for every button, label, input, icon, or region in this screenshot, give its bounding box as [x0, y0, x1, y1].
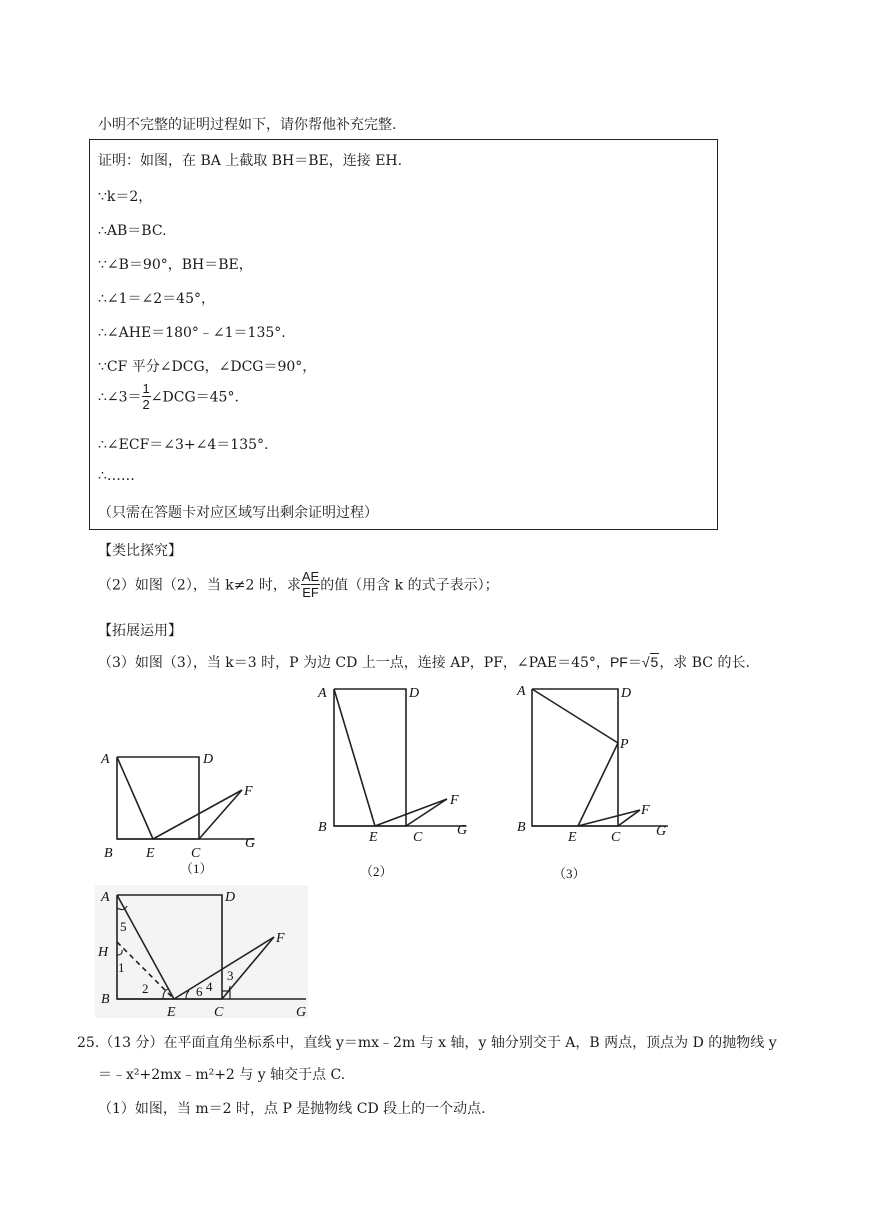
- proof-line-7: ∵CF 平分∠DCG，∠DCG＝90°，: [98, 359, 317, 375]
- fig4-angle-1: 1: [118, 960, 125, 975]
- proof-line-6: ∴∠AHE＝180°﹣∠1＝135°.: [98, 325, 286, 341]
- q3-after: ，求 BC 的长.: [659, 655, 750, 671]
- fig1-ae: [117, 757, 153, 839]
- q25-subquestion-1: （1）如图，当 m＝2 时，点 P 是抛物线 CD 段上的一个动点.: [98, 1101, 486, 1117]
- fig4-angle-2: 2: [142, 981, 149, 996]
- q2-before: （2）如图（2），当 k≠2 时，求: [98, 577, 301, 594]
- proof-note: （只需在答题卡对应区域写出剩余证明过程）: [98, 505, 378, 521]
- fig4-label-d: D: [225, 890, 236, 905]
- fig3-label-c: C: [611, 830, 621, 845]
- fig1-label-e: E: [146, 846, 155, 861]
- fig2-label-f: F: [450, 793, 459, 808]
- fig4-angle-6: 6: [196, 984, 203, 999]
- fig2-caption: （2）: [360, 864, 393, 879]
- fig3-label-a: A: [517, 684, 526, 699]
- proof-line-8-lead: ∴∠3＝: [98, 389, 142, 406]
- fig3-label-p: P: [620, 737, 629, 752]
- proof-line-10: ∴……: [98, 468, 135, 484]
- fig4-label-h: H: [98, 945, 109, 960]
- fig1-square: [117, 757, 199, 839]
- frac-den-ef: EF: [302, 585, 319, 600]
- fig1-caption: （1）: [180, 861, 213, 876]
- figure-1: [117, 757, 254, 839]
- proof-line-5: ∴∠1＝∠2＝45°，: [98, 291, 215, 307]
- figure-2: [334, 689, 466, 826]
- intro-text: 小明不完整的证明过程如下，请你帮他补充完整.: [98, 117, 397, 133]
- fig4-angle-5: 5: [120, 919, 127, 934]
- fig4-label-f: F: [276, 931, 285, 946]
- fig3-ap: [532, 689, 618, 743]
- q25-line-2: ＝﹣x²+2mx﹣m²+2 与 y 轴交于点 C.: [98, 1067, 346, 1083]
- fig1-cf: [199, 790, 242, 839]
- fig1-ef: [153, 790, 242, 839]
- fig2-label-g: G: [457, 823, 468, 838]
- fig2-rect: [334, 689, 406, 826]
- section-analogy: 【类比探究】: [98, 543, 182, 559]
- fig3-pe: [578, 743, 618, 826]
- fig4-label-b: B: [101, 992, 110, 1007]
- fig3-label-b: B: [517, 820, 526, 835]
- fig3-label-e: E: [568, 830, 577, 845]
- proof-line-9: ∴∠ECF＝∠3+∠4＝135°.: [98, 437, 269, 453]
- fig4-label-g: G: [296, 1005, 307, 1020]
- frac-num-ae: AE: [301, 569, 320, 584]
- sqrt-radicand: 5: [650, 654, 659, 670]
- fig1-label-d: D: [203, 752, 214, 767]
- fig1-label-f: F: [244, 784, 253, 799]
- fig4-angle-3: 3: [227, 968, 234, 983]
- fig1-label-b: B: [104, 846, 113, 861]
- fig1-label-a: A: [101, 752, 110, 767]
- proof-line-1: 证明：如图，在 BA 上截取 BH＝BE，连接 EH.: [98, 153, 403, 169]
- fig3-label-d: D: [621, 686, 632, 701]
- fig2-label-a: A: [318, 686, 327, 701]
- proof-line-2: ∵k＝2，: [98, 189, 153, 205]
- fig3-label-f: F: [641, 803, 650, 818]
- fig2-label-e: E: [369, 830, 378, 845]
- proof-line-3: ∴AB＝BC.: [98, 223, 167, 239]
- q25-line-1: 25.（13 分）在平面直角坐标系中，直线 y＝mx﹣2m 与 x 轴，y 轴分别交于 A，B 两点，顶点为 D 的抛物线 y: [77, 1035, 777, 1051]
- fig2-label-b: B: [318, 820, 327, 835]
- fig2-label-d: D: [409, 686, 420, 701]
- fig4-label-a: A: [101, 890, 110, 905]
- fig4-label-e: E: [167, 1005, 176, 1020]
- fig2-label-c: C: [413, 830, 423, 845]
- fig3-label-g: G: [656, 824, 667, 839]
- fig4-angle-4: 4: [206, 979, 213, 994]
- pf-label: PF＝: [609, 654, 642, 670]
- section-apply: 【拓展运用】: [98, 623, 182, 639]
- fig3-ef: [578, 810, 640, 826]
- half-num: 1: [142, 381, 150, 396]
- q2-after: 的值（用含 k 的式子表示）；: [320, 577, 499, 594]
- fig3-rect: [532, 689, 618, 826]
- fig2-ae: [334, 689, 375, 826]
- half-den: 2: [142, 397, 150, 412]
- proof-line-8-tail: ∠DCG＝45°.: [150, 389, 239, 406]
- fig1-label-g: G: [245, 836, 256, 851]
- proof-line-4: ∵∠B＝90°，BH＝BE，: [98, 257, 253, 273]
- fig1-label-c: C: [191, 846, 201, 861]
- q3-before: （3）如图（3），当 k＝3 时，P 为边 CD 上一点，连接 AP，PF，∠PAE＝45°，: [98, 655, 610, 671]
- fig4-label-c: C: [214, 1005, 224, 1020]
- fig3-caption: （3）: [553, 866, 586, 881]
- pf-equals: PF＝√5: [609, 654, 659, 670]
